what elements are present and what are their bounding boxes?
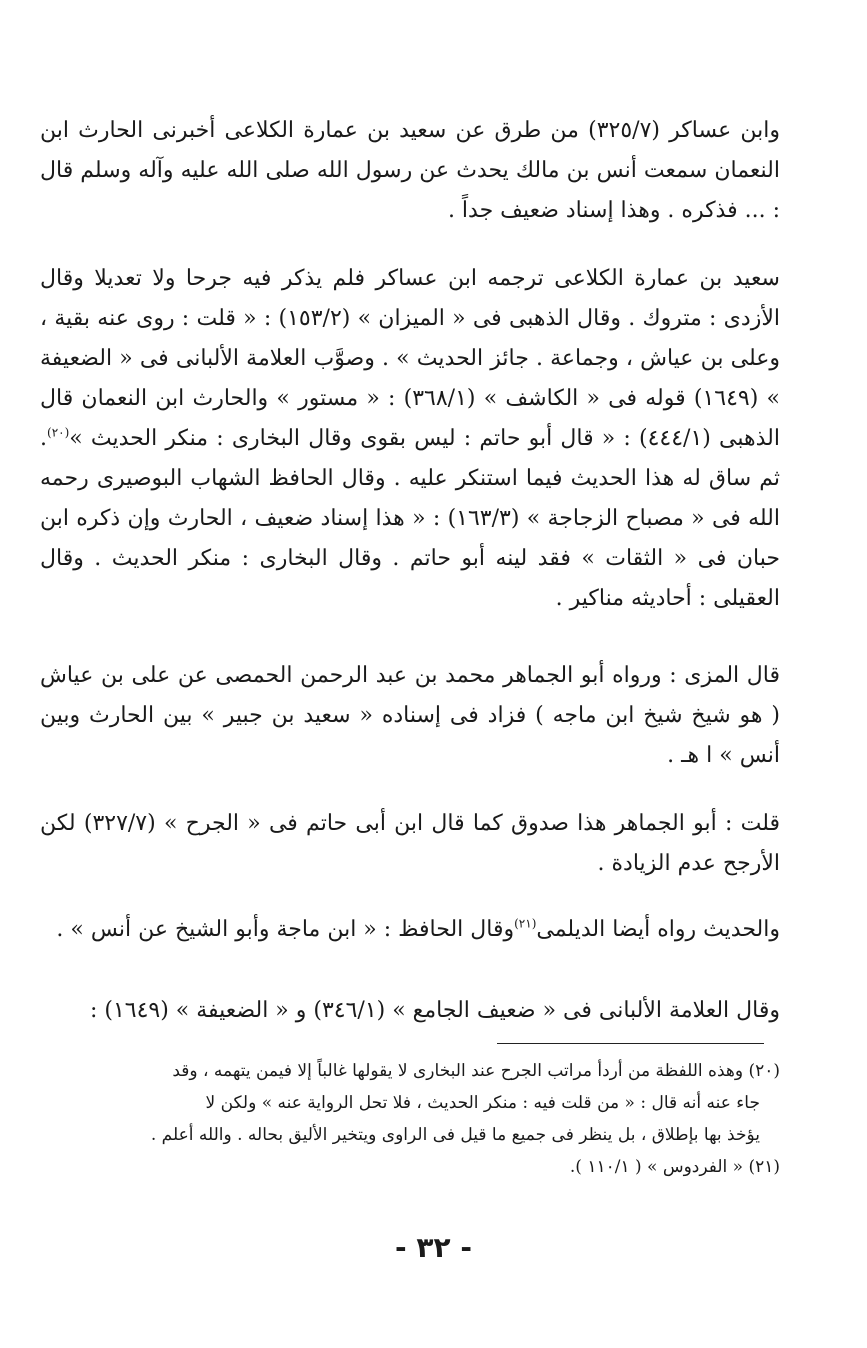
footnote-20-line-1: (٢٠) وهذه اللفظة من أردأ مراتب الجرح عند البخارى لا يقولها غالباً إلا فيمن يتهمه ، وقد — [172, 1061, 780, 1081]
paragraph-5 — [40, 910, 780, 950]
paragraph-1 — [40, 111, 780, 231]
paragraph-4 — [40, 804, 780, 884]
footnotes-section — [40, 1055, 780, 1183]
paragraph-1-text: وابن عساكر (٣٢٥/٧) من طرق عن سعيد بن عمارة الكلاعى أخبرنى الحارث ابن النعمان سمعت أنس بن مالك يحدث عن رسول الله صلى الله عليه وآله وسلم قال : ... فذكره . وهذا إسناد ضعيف جداً . — [40, 118, 780, 223]
paragraph-2-text-a: سعيد بن عمارة الكلاعى ترجمه ابن عساكر فلم يذكر فيه جرحا ولا تعديلا وقال الأزدى : متروك . وقال الذهبى فى « الميزان » (١٥٣/٢) : « قلت : روى عنه بقية ، وعلى بن عياش ، وجماعة . جائز الحديث » . وصوَّب العلامة الألبانى فى « الضعيفة » (١٦٤٩) قوله فى « الكاشف » (٣٦٨/١) : « مستور » والحارث ابن النعمان قال الذهبى (٤٤٤/١) : « قال أبو حاتم : ليس بقوى وقال البخارى : منكر الحديث » — [40, 266, 780, 451]
paragraph-3 — [40, 656, 780, 776]
paragraph-6-text: وقال العلامة الألبانى فى « ضعيف الجامع » (٣٤٦/١) و « الضعيفة » (١٦٤٩) : — [89, 998, 780, 1023]
paragraph-4-text: قلت : أبو الجماهر هذا صدوق كما قال ابن أبى حاتم فى « الجرح » (٣٢٧/٧) لكن الأرجح عدم الزيادة . — [40, 811, 780, 876]
paragraph-3-text: قال المزى : ورواه أبو الجماهر محمد بن عبد الرحمن الحمصى عن على بن عياش ( هو شيخ شيخ ابن ماجه ) فزاد فى إسناده « سعيد بن جبير » بين الحارث وبين أنس » ا هـ . — [40, 663, 780, 768]
footnote-ref-21[interactable]: (٢١) — [514, 916, 537, 931]
paragraph-5-text-a: والحديث رواه أيضا الديلمى — [536, 917, 780, 942]
footnote-ref-20[interactable]: (٢٠) — [47, 425, 70, 440]
paragraph-2 — [40, 259, 780, 619]
paragraph-6 — [40, 991, 780, 1031]
footnote-20-line-2: جاء عنه أنه قال : « من قلت فيه : منكر الحديث ، فلا تحل الرواية عنه » ولكن لا — [205, 1093, 760, 1113]
footnote-divider — [497, 1043, 764, 1044]
footnote-21: (٢١) « الفردوس » ( ١١٠/١ ). — [569, 1157, 780, 1177]
paragraph-2-text-b: . ثم ساق له هذا الحديث فيما استنكر عليه . وقال الحافظ الشهاب البوصيرى رحمه الله فى « مصباح الزجاجة » (١٦٣/٣) : « هذا إسناد ضعيف ، الحارث وإن ذكره ابن حبان فى « الثقات » فقد لينه أبو حاتم . وقال البخارى : منكر الحديث . وقال العقيلى : أحاديثه مناكير . — [40, 426, 780, 611]
page-number: - ٣٢ - — [395, 1231, 472, 1264]
footnote-20-line-3: يؤخذ بها بإطلاق ، بل ينظر فى جميع ما قيل فى الراوى ويتخير الأليق بحاله . والله أعلم . — [150, 1125, 760, 1145]
paragraph-5-text-b: وقال الحافظ : « ابن ماجة وأبو الشيخ عن أنس » . — [56, 917, 515, 942]
